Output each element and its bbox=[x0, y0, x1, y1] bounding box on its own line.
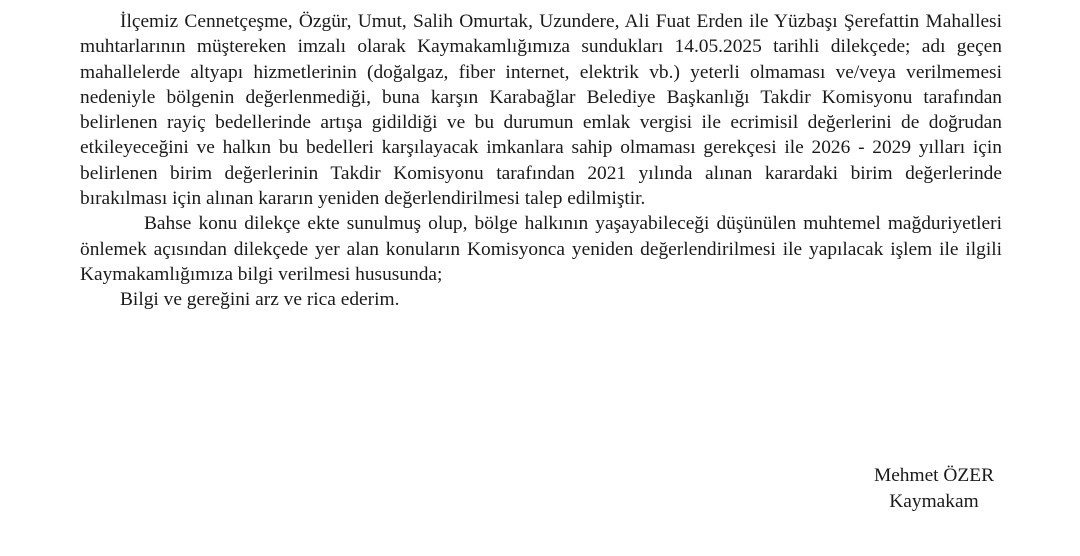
paragraph-request: Bahse konu dilekçe ekte sunulmuş olup, bölge halkının yaşayabileceği düşünülen muhtemel mağduriyetleri önlemek açısından dilekçede yer alan konuların Komisyonca yeniden değerlendirilmesi ile yapılacak işlem ile ilgili Kaymakamlığımıza bilgi verilmesi hususunda; bbox=[80, 213, 1002, 285]
letter-body bbox=[80, 9, 1002, 313]
signature-block bbox=[846, 463, 1022, 515]
signatory-title: Kaymakam bbox=[889, 491, 979, 512]
paragraph-petition-summary: İlçemiz Cennetçeşme, Özgür, Umut, Salih Omurtak, Uzundere, Ali Fuat Erden ile Yüzbaşı Şerefattin Mahallesi muhtarlarının müştereken imzalı olarak Kaymakamlığımıza sundukları 14.05.2025 tarihli dilekçede; adı geçen mahallelerde altyapı hizmetlerinin (doğalgaz, fiber internet, elektrik vb.) yeterli olmaması ve/veya verilmemesi nedeniyle bölgenin değerlenmediği, buna karşın Karabağlar Belediye Başkanlığı Takdir Komisyonu tarafından belirlenen rayiç bedellerinde artışa gidildiği ve bu durumun emlak vergisi ile ecrimisil değerlerini de doğrudan etkileyeceğini ve halkın bu bedelleri karşılayacak imkanlara sahip olmaması gerekçesi ile 2026 - 2029 yılları için belirlenen birim değerlerinin Takdir Komisyonu tarafından 2021 yılında alınan karardaki birim değerlerinde bırakılması için alınan kararın yeniden değerlendirilmesi talep edilmiştir. bbox=[80, 11, 1002, 210]
paragraph-closing: Bilgi ve gereğini arz ve rica ederim. bbox=[120, 289, 400, 311]
signatory-name: Mehmet ÖZER bbox=[873, 465, 995, 486]
